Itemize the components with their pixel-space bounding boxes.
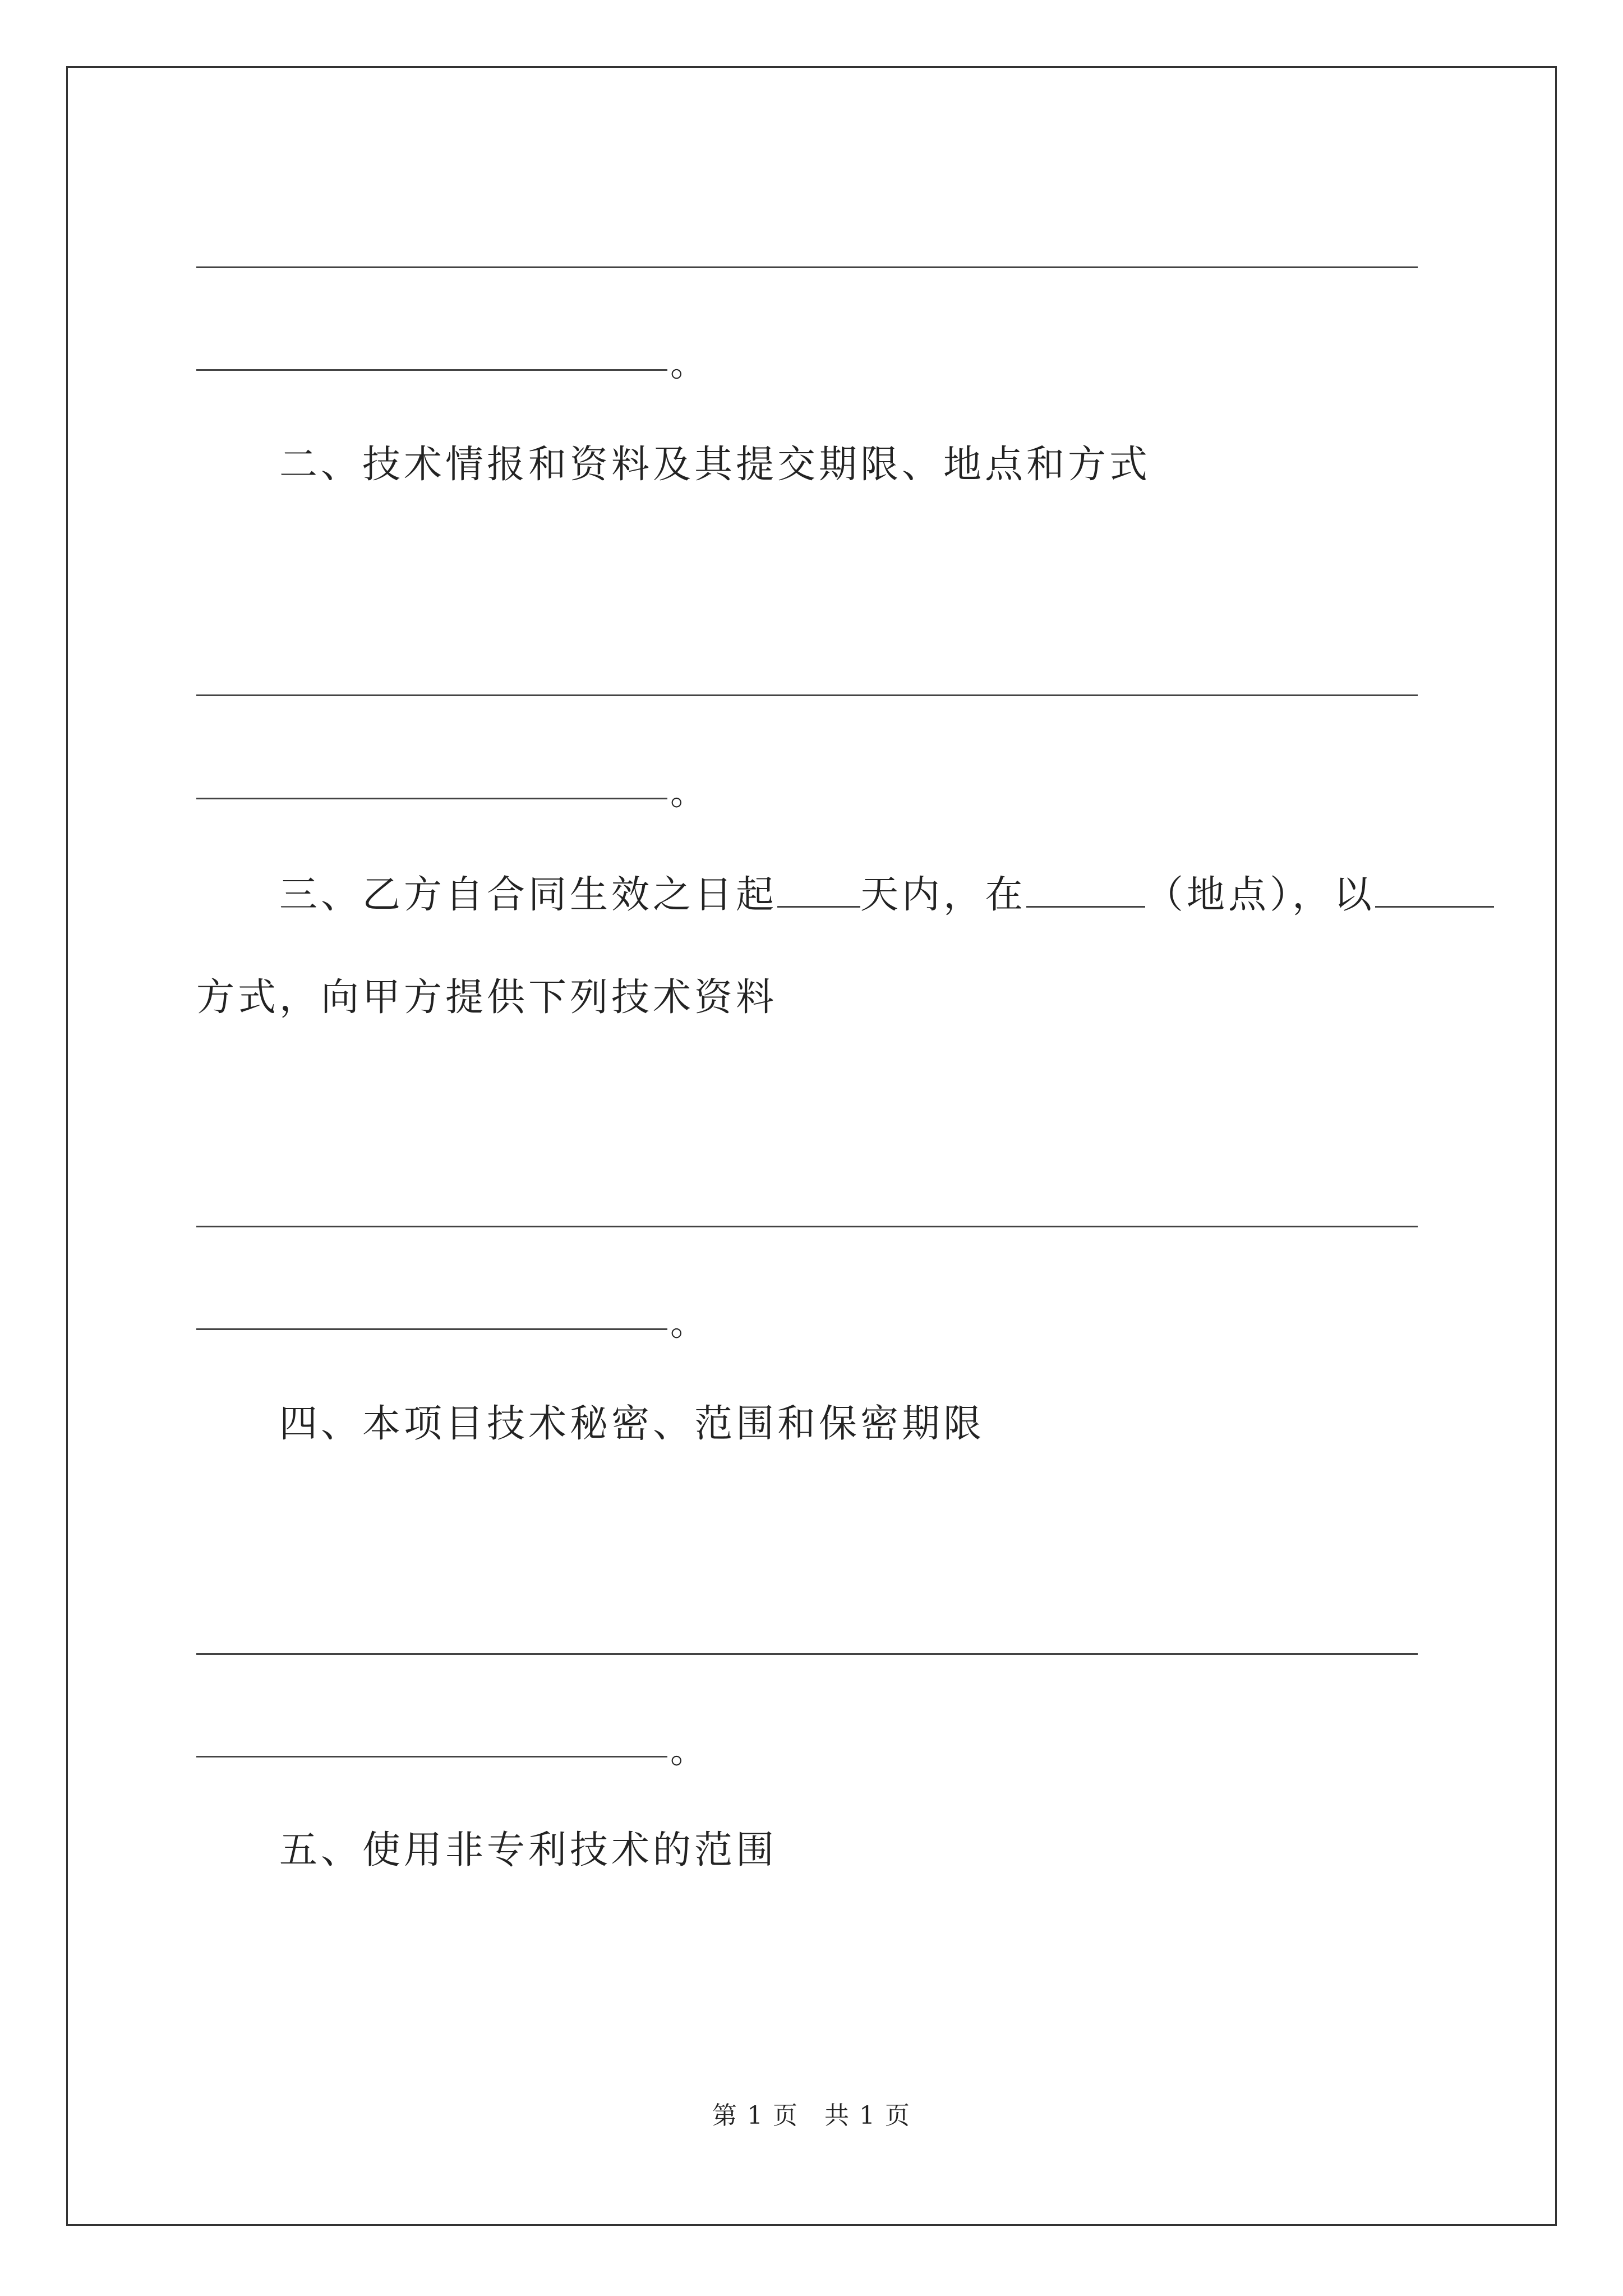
period: 。: [670, 343, 706, 384]
section-4-heading: 四、本项目技术秘密、范围和保密期限: [279, 1402, 985, 1446]
period: 。: [670, 1303, 706, 1343]
fill-in-line[interactable]: [196, 1328, 667, 1330]
section-3-line-2: 方式，向甲方提供下列技术资料: [196, 976, 778, 1020]
fill-in-line[interactable]: [196, 1653, 1418, 1655]
page-number: 第 1 页 共 1 页: [712, 2101, 911, 2130]
fill-in-line[interactable]: [196, 1226, 1418, 1227]
period: 。: [670, 772, 706, 813]
page-border: [66, 66, 1557, 2226]
fill-in-line[interactable]: [196, 694, 1418, 696]
method-blank[interactable]: [1375, 872, 1494, 908]
fill-in-line[interactable]: [196, 1756, 667, 1757]
fill-in-line[interactable]: [196, 798, 667, 799]
section-3-text-b: 天内，在: [860, 873, 1027, 917]
period: 。: [670, 1730, 706, 1771]
section-5-heading: 五、使用非专利技术的范围: [279, 1828, 778, 1872]
fill-in-line[interactable]: [196, 266, 1418, 268]
fill-in-line[interactable]: [196, 369, 667, 371]
section-2-heading: 二、技术情报和资料及其提交期限、地点和方式: [279, 443, 1151, 487]
days-blank[interactable]: [777, 872, 860, 908]
section-3-line-1: [279, 872, 1494, 917]
section-3-text-a: 三、乙方自合同生效之日起: [279, 873, 778, 917]
section-3-text-c: （地点），以: [1145, 873, 1376, 917]
location-blank[interactable]: [1026, 872, 1145, 908]
